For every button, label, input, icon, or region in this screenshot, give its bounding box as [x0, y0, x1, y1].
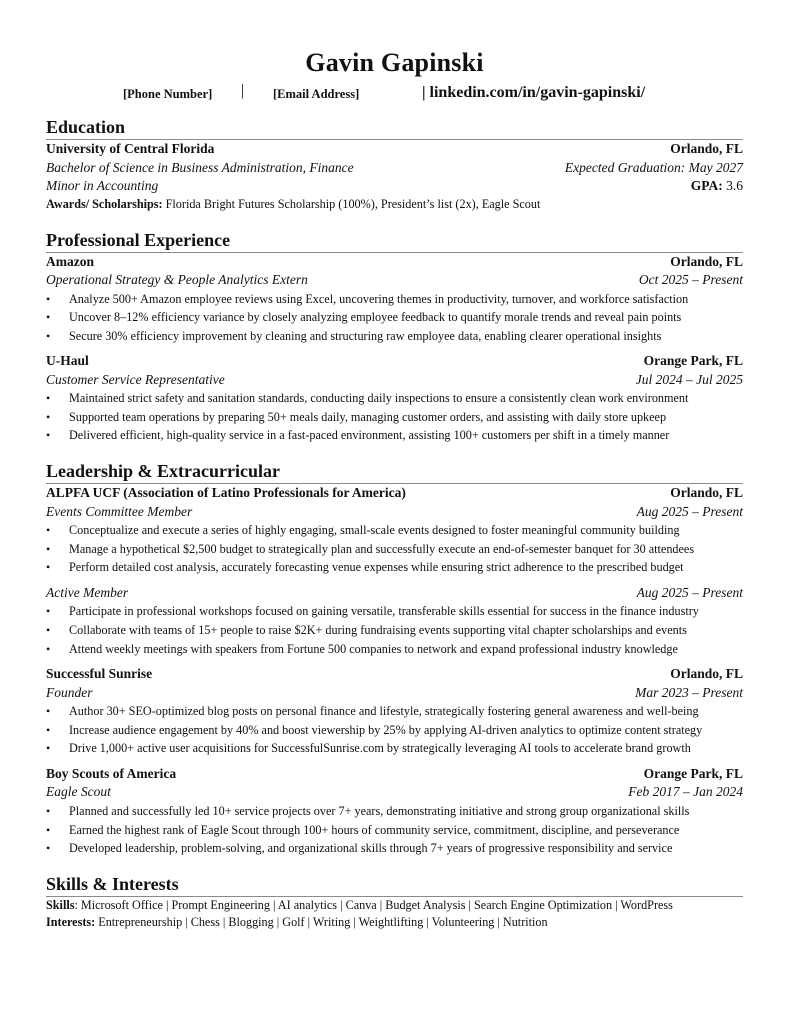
awards-line: [46, 196, 743, 213]
bullet-text: Secure 30% efficiency improvement by cleaning and structuring raw employee data, enabling clearer operational insights: [69, 328, 662, 343]
skills-line: [46, 897, 743, 914]
org-name: Successful Sunrise: [46, 666, 153, 682]
org-role: Eagle Scout: [46, 784, 111, 800]
org-name: ALPFA UCF (Association of Latino Professionals for America): [46, 485, 406, 501]
bullet-item: [46, 602, 743, 621]
job-org: U-Haul: [46, 353, 89, 369]
job-role: Customer Service Representative: [46, 371, 225, 387]
bullet-item: [46, 327, 743, 346]
bullet-icon: •: [46, 822, 51, 837]
bullet-item: [46, 839, 743, 858]
bullet-icon: •: [46, 841, 51, 856]
org-location: Orlando, FL: [670, 666, 743, 682]
bullet-icon: •: [46, 803, 51, 818]
minor: Minor in Accounting: [46, 178, 159, 193]
leadership-section: [46, 460, 743, 858]
education-degree-row: [46, 159, 743, 178]
bullet-item: [46, 389, 743, 408]
job-org: Amazon: [46, 253, 94, 269]
bullet-item: [46, 408, 743, 427]
bullet-text: Perform detailed cost analysis, accurately forecasting venue expenses while ensuring strict adherence to the prescribed budget: [69, 560, 684, 575]
bullet-icon: •: [46, 310, 51, 325]
bullet-icon: •: [46, 741, 51, 756]
linkedin-link[interactable]: | linkedin.com/in/gavin-gapinski/: [422, 84, 646, 101]
interests-line: [46, 914, 743, 931]
graduation-date: Expected Graduation: May 2027: [564, 159, 743, 175]
degree: Bachelor of Science in Business Administration, Finance: [46, 159, 354, 175]
gpa: [691, 177, 743, 196]
bullet-icon: •: [46, 391, 51, 406]
skills-value: : Microsoft Office | Prompt Engineering | AI analytics | Canva | Budget Analysis | Search Engine Optimization | WordPress: [74, 897, 673, 912]
bullet-item: [46, 821, 743, 840]
job-entry: [46, 253, 743, 346]
bullet-text: Developed leadership, problem-solving, and organizational skills through 7+ years of progressive responsibility and service: [69, 841, 673, 856]
bullet-item: [46, 540, 743, 559]
bullet-icon: •: [46, 622, 51, 637]
org-role: Founder: [46, 684, 93, 700]
education-school-row: [46, 140, 743, 159]
school-name: University of Central Florida: [46, 141, 215, 156]
bullet-item: [46, 721, 743, 740]
bullet-item: [46, 558, 743, 577]
org-dates: Feb 2017 – Jan 2024: [628, 784, 743, 800]
section-title-education: Education: [46, 116, 743, 140]
bullet-icon: •: [46, 541, 51, 556]
candidate-name: Gavin Gapinski: [305, 48, 484, 77]
school-location: Orlando, FL: [670, 141, 743, 156]
bullet-item: [46, 308, 743, 327]
bullet-text: Author 30+ SEO-optimized blog posts on personal finance and lifestyle, strategically fostering general awareness and well-being: [69, 704, 699, 719]
bullet-text: Analyze 500+ Amazon employee reviews using Excel, uncovering themes in productivity, turnover, and workforce satisfaction: [69, 291, 689, 306]
bullet-item: [46, 621, 743, 640]
bullet-text: Planned and successfully led 10+ service projects over 7+ years, demonstrating initiative and strong group organizational skills: [69, 803, 690, 818]
org-location: Orange Park, FL: [643, 765, 743, 781]
org-dates: Mar 2023 – Present: [635, 684, 743, 700]
education-minor-row: [46, 177, 743, 196]
bullet-icon: •: [46, 722, 51, 737]
section-title-experience: Professional Experience: [46, 229, 743, 253]
education-section: [46, 116, 743, 213]
section-title-skills: Skills & Interests: [46, 873, 743, 897]
contact-separator: |: [241, 82, 245, 99]
bullet-icon: •: [46, 328, 51, 343]
awards-label: Awards/ Scholarships:: [46, 196, 163, 211]
job-role: Operational Strategy & People Analytics Extern: [46, 272, 308, 287]
leadership-entry: [46, 484, 743, 658]
resume-page: [46, 48, 743, 931]
bullet-item: [46, 802, 743, 821]
org-role: Events Committee Member: [46, 503, 193, 519]
bullet-text: Manage a hypothetical $2,500 budget to strategically plan and successfully execute an end-of-semester banquet for 30 attendees: [69, 541, 695, 556]
job-dates: Jul 2024 – Jul 2025: [635, 371, 743, 387]
bullet-item: [46, 640, 743, 659]
org-dates: Aug 2025 – Present: [636, 503, 743, 519]
bullet-text: Maintained strict safety and sanitation standards, conducting daily inspections to ensure a consistently clean work environment: [69, 391, 689, 406]
bullet-text: Delivered efficient, high-quality service in a fast-paced environment, assisting 100+ customers per shift in a timely manner: [69, 428, 670, 443]
gpa-value: 3.6: [722, 178, 743, 193]
interests-label: Interests:: [46, 914, 96, 929]
interests-value: Entrepreneurship | Chess | Blogging | Golf | Writing | Weightlifting | Volunteering | Nutrition: [95, 914, 548, 929]
bullet-icon: •: [46, 560, 51, 575]
leadership-entry: [46, 765, 743, 858]
experience-section: [46, 229, 743, 446]
bullet-item: [46, 739, 743, 758]
job-location: Orlando, FL: [670, 253, 743, 269]
job-entry: [46, 352, 743, 445]
skills-section: [46, 873, 743, 931]
skills-label: Skills: [46, 897, 75, 912]
leadership-entry: [46, 665, 743, 758]
bullet-text: Collaborate with teams of 15+ people to raise $2K+ during fundraising events supporting vital chapter scholarships and events: [69, 622, 687, 637]
bullet-icon: •: [46, 428, 51, 443]
bullet-text: Earned the highest rank of Eagle Scout through 100+ hours of community service, commitment, discipline, and perseverance: [69, 822, 680, 837]
bullet-text: Attend weekly meetings with speakers from Fortune 500 companies to network and expand professional industry knowledge: [69, 641, 678, 656]
bullet-icon: •: [46, 641, 51, 656]
bullet-text: Participate in professional workshops focused on gaining versatile, transferable skills essential for success in the finance industry: [69, 604, 699, 619]
awards-value: Florida Bright Futures Scholarship (100%), President’s list (2x), Eagle Scout: [162, 196, 541, 211]
org-location: Orlando, FL: [670, 485, 743, 501]
org-name: Boy Scouts of America: [46, 765, 177, 781]
org-dates: Aug 2025 – Present: [636, 584, 743, 600]
gpa-label: GPA:: [690, 178, 723, 193]
bullet-item: [46, 521, 743, 540]
bullet-text: Drive 1,000+ active user acquisitions for SuccessfulSunrise.com by strategically leveraging AI tools to accelerate brand growth: [69, 741, 691, 756]
bullet-text: Increase audience engagement by 40% and boost viewership by 25% by applying AI-driven analytics to optimize content strategy: [69, 722, 703, 737]
bullet-item: [46, 702, 743, 721]
org-role: Active Member: [46, 584, 129, 600]
bullet-icon: •: [46, 409, 51, 424]
contact-line: [46, 84, 743, 104]
phone-number: [Phone Number]: [123, 87, 213, 101]
section-title-leadership: Leadership & Extracurricular: [46, 460, 743, 484]
bullet-icon: •: [46, 291, 51, 306]
bullet-icon: •: [46, 704, 51, 719]
bullet-icon: •: [46, 523, 51, 538]
bullet-icon: •: [46, 604, 51, 619]
email-address: [Email Address]: [273, 87, 360, 101]
bullet-item: [46, 290, 743, 309]
bullet-item: [46, 426, 743, 445]
bullet-text: Supported team operations by preparing 50+ meals daily, managing customer orders, and assisting with daily store upkeep: [69, 409, 667, 424]
job-location: Orange Park, FL: [643, 353, 743, 369]
job-dates: Oct 2025 – Present: [638, 272, 743, 287]
bullet-text: Conceptualize and execute a series of highly engaging, small-scale events designed to foster meaningful community building: [69, 523, 680, 538]
bullet-text: Uncover 8–12% efficiency variance by closely analyzing employee feedback to quantify morale trends and reveal pain points: [69, 310, 682, 325]
